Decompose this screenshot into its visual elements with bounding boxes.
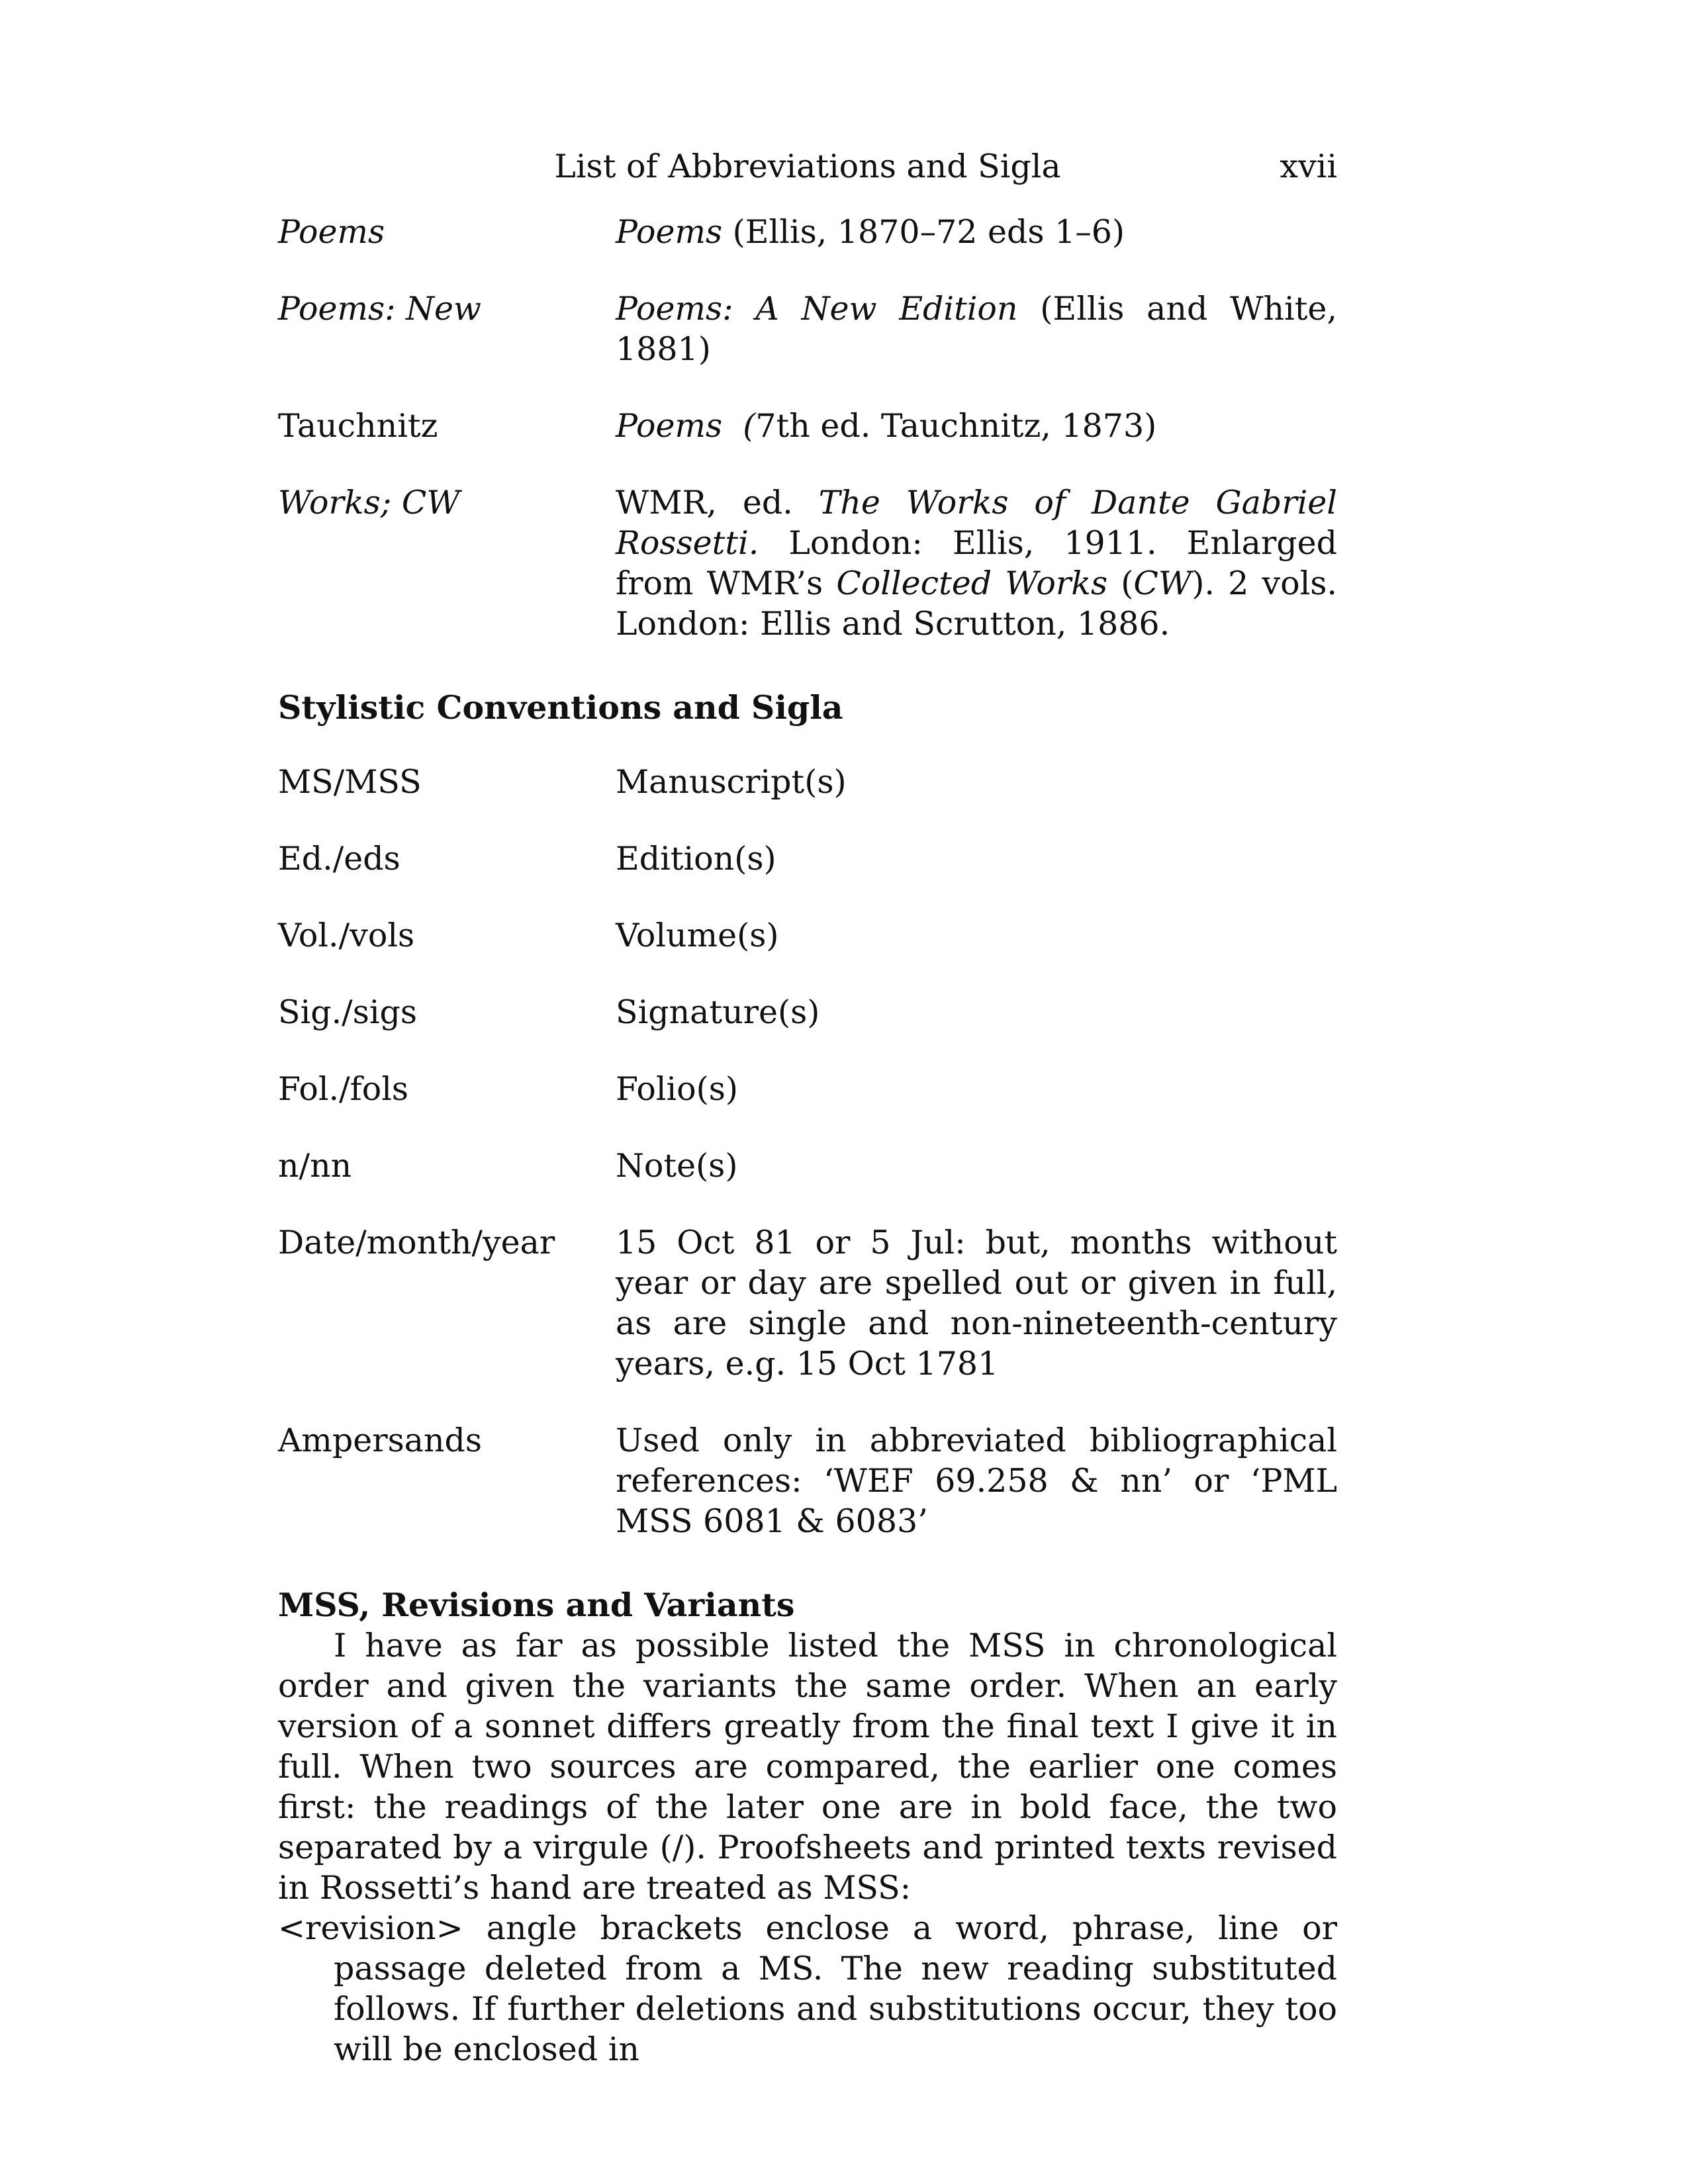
convention-term: Sig./sigs	[278, 993, 418, 1031]
works-text-3: (	[1107, 565, 1134, 602]
page-content	[278, 212, 1337, 2070]
convention-definition: Volume(s)	[616, 917, 779, 954]
section-heading-mss: MSS, Revisions and Variants	[278, 1586, 795, 1624]
page-number: xvii	[1280, 148, 1337, 185]
section-heading-stylistic: Stylistic Conventions and Sigla	[278, 688, 843, 727]
convention-term: Vol./vols	[278, 917, 415, 954]
convention-definition: Used only in abbreviated bibliographical references: ‘WEF 69.258 & nn’ or ‘PML MSS 6081 & 6083’	[616, 1422, 1337, 1540]
definition-detail: 7th ed. Tauchnitz, 1873)	[755, 407, 1157, 445]
works-text-4: ). 2 vols. London: Ellis and Scrutton, 1886.	[616, 565, 1337, 643]
abbreviation-definition	[616, 406, 1337, 446]
definition-title: Poems (	[616, 407, 756, 445]
convention-definition: Signature(s)	[616, 993, 820, 1031]
cw-abbrev: CW	[1133, 565, 1192, 602]
convention-entry	[278, 992, 1337, 1032]
abbreviation-term: Tauchnitz	[278, 407, 438, 445]
abbreviation-definition	[616, 289, 1337, 369]
convention-definition: Folio(s)	[616, 1070, 739, 1108]
convention-definition: Manuscript(s)	[616, 763, 847, 801]
convention-entry	[278, 915, 1337, 956]
works-text-2: London: Ellis, 1911. Enlarged from WMR’s	[616, 524, 1337, 602]
mss-paragraph: I have as far as possible listed the MSS in chronological order and given the variants the same order. When an early version of a sonnet differs greatly from the final text I give it in full. When two sources are compared, the earlier one comes first: the readings of the later one are in bold face, the two separated by a virgule (/). Proofsheets and printed texts revised in Rossetti’s hand are treated as MSS:	[278, 1627, 1337, 1907]
running-head	[278, 147, 1337, 187]
convention-definition: 15 Oct 81 or 5 Jul: but, months without year or day are spelled out or given in full, as are single and non-nineteenth-century years, e.g. 15 Oct 1781	[616, 1224, 1337, 1383]
convention-definition: Note(s)	[616, 1147, 738, 1185]
abbreviation-entry-works	[278, 482, 1337, 644]
convention-entry	[278, 762, 1337, 802]
convention-term: Fol./fols	[278, 1070, 409, 1108]
abbreviation-term: Works; CW	[278, 484, 460, 522]
convention-term: MS/MSS	[278, 763, 422, 801]
revision-item: <revision> angle brackets enclose a word, phrase, line or passage deleted from a MS. The new reading substituted follows. If further deletions and substitutions occur, they too will be enclosed in	[278, 1909, 1337, 2068]
works-text-1: WMR, ed.	[616, 484, 819, 522]
convention-entry	[278, 1420, 1337, 1541]
convention-term: Ed./eds	[278, 840, 400, 878]
convention-term: Date/month/year	[278, 1224, 555, 1261]
convention-entry	[278, 1222, 1337, 1384]
abbreviation-entry	[278, 289, 1337, 369]
definition-detail: (Ellis, 1870–72 eds 1–6)	[722, 213, 1125, 251]
abbreviation-entry	[278, 212, 1337, 252]
definition-title: Poems: A New Edition	[616, 290, 1018, 328]
abbreviation-definition	[616, 212, 1337, 252]
convention-term: n/nn	[278, 1147, 352, 1185]
definition-detail: (Ellis and White, 1881)	[616, 290, 1337, 368]
running-title: List of Abbreviations and Sigla	[554, 148, 1061, 185]
convention-entry	[278, 1146, 1337, 1186]
collected-works-title: Collected Works	[836, 565, 1108, 602]
convention-definition: Edition(s)	[616, 840, 776, 878]
abbreviation-term: Poems	[278, 213, 385, 251]
abbreviation-term: Poems: New	[278, 290, 481, 328]
works-title: The Works of Dante Gabriel Rossetti.	[616, 484, 1337, 562]
convention-entry	[278, 839, 1337, 879]
abbreviation-definition	[616, 482, 1337, 644]
abbreviation-entry	[278, 406, 1337, 446]
convention-entry	[278, 1069, 1337, 1109]
definition-title: Poems	[616, 213, 723, 251]
convention-term: Ampersands	[278, 1422, 483, 1459]
